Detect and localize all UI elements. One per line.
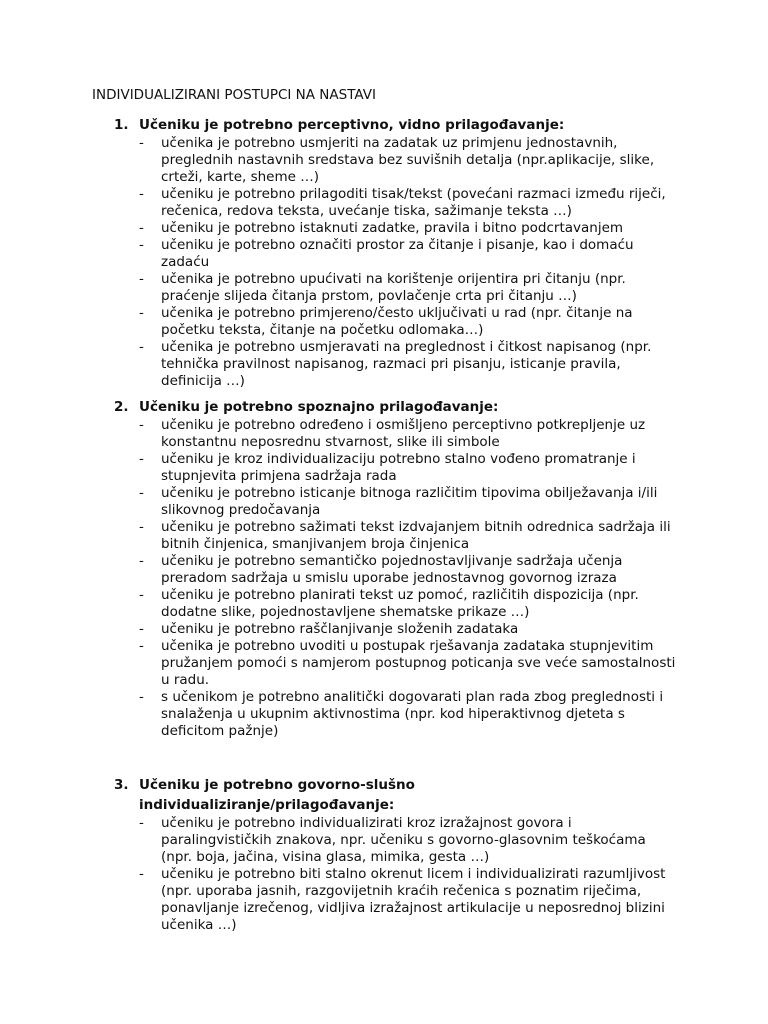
list-item: [0, 220, 681, 237]
item-list: [0, 135, 768, 390]
list-item-text: učeniku je potrebno prilagoditi tisak/tekst (povećani razmaci između riječi, rečenica, redova teksta, uvećanje tiska, sažimanje teksta …): [161, 186, 666, 219]
section-heading-text: Učeniku je potrebno perceptivno, vidno prilagođavanje:: [139, 117, 565, 133]
section-heading-text: Učeniku je potrebno govorno-slušno individualiziranje/prilagođavanje:: [139, 777, 415, 813]
bullet-dash: -: [139, 689, 144, 705]
section-2: [0, 397, 768, 740]
list-item: [0, 621, 681, 638]
list-item-text: učenika je potrebno uvoditi u postupak rješavanja zadataka stupnjevitim pružanjem pomoći s namjerom postupnog poticanja sve veće samostalnosti u radu.: [161, 638, 676, 688]
document-title: INDIVIDUALIZIRANI POSTUPCI NA NASTAVI: [92, 87, 376, 103]
bullet-dash: -: [139, 305, 144, 321]
list-item: [0, 553, 681, 587]
section-heading: [0, 775, 439, 815]
list-item: [0, 815, 681, 866]
list-item: [0, 587, 681, 621]
list-item: [0, 271, 681, 305]
section-heading: [0, 115, 679, 135]
bullet-dash: -: [139, 638, 144, 654]
list-item: [0, 186, 681, 220]
list-item-text: učeniku je potrebno individualizirati kroz izražajnost govora i paralingvističkih znakova, npr. učeniku s govorno-glasovnim teškoćama (npr. boja, jačina, visina glasa, mimika, gesta …): [161, 815, 646, 865]
bullet-dash: -: [139, 417, 144, 433]
list-item-text: učeniku je potrebno planirati tekst uz pomoć, različitih dispozicija (npr. dodatne slike, pojednostavljene shematske prikaze …): [161, 587, 639, 620]
list-item-text: učeniku je potrebno biti stalno okrenut licem i individualizirati razumljivost (npr. uporaba jasnih, razgovijetnih kraćih rečenica s poznatim riječima, ponavljanje izrečenog, vidljiva izražajnost artikulacije u neposrednoj blizini učenika …): [161, 866, 666, 933]
section-heading-text: Učeniku je potrebno spoznajno prilagođavanje:: [139, 399, 499, 415]
list-item: [0, 866, 681, 934]
list-item: [0, 305, 681, 339]
list-item-text: s učenikom je potrebno analitički dogovarati plan rada zbog preglednosti i snalaženja u ukupnim aktivnostima (npr. kod hiperaktivnog djeteta s deficitom pažnje): [161, 689, 664, 739]
list-item-text: učeniku je potrebno određeno i osmišljeno perceptivno potkrepljenje uz konstantnu neposrednu stvarnost, slike ili simbole: [161, 417, 646, 450]
bullet-dash: -: [139, 519, 144, 535]
item-list: [0, 417, 768, 740]
list-item: [0, 519, 681, 553]
bullet-dash: -: [139, 237, 144, 253]
list-item: [0, 237, 681, 271]
list-item-text: učenika je potrebno primjereno/često uključivati u rad (npr. čitanje na početku teksta, čitanje na početku odlomaka…): [161, 305, 633, 338]
section-3: [0, 775, 768, 934]
list-item-text: učeniku je potrebno raščlanjivanje složenih zadataka: [161, 621, 519, 637]
bullet-dash: -: [139, 587, 144, 603]
list-item: [0, 417, 681, 451]
bullet-dash: -: [139, 220, 144, 236]
bullet-dash: -: [139, 271, 144, 287]
list-item-text: učenika je potrebno upućivati na korištenje orijentira pri čitanju (npr. praćenje slijeda čitanja prstom, povlačenje crta pri čitanju …): [161, 271, 626, 304]
list-item: [0, 638, 681, 689]
list-item: [0, 135, 681, 186]
list-item-text: učenika je potrebno usmjeriti na zadatak uz primjenu jednostavnih, preglednih nastavnih sredstava bez suvišnih detalja (npr.aplikacije, slike, crteži, karte, sheme …): [161, 135, 655, 185]
list-item-text: učeniku je potrebno označiti prostor za čitanje i pisanje, kao i domaću zadaću: [161, 237, 634, 270]
bullet-dash: -: [139, 451, 144, 467]
item-list: [0, 815, 768, 934]
list-item: [0, 485, 681, 519]
section-1: [0, 115, 768, 390]
list-item-text: učeniku je potrebno istaknuti zadatke, pravila i bitno podcrtavanjem: [161, 220, 624, 236]
section-number: 2.: [114, 399, 129, 415]
bullet-dash: -: [139, 186, 144, 202]
bullet-dash: -: [139, 866, 144, 882]
bullet-dash: -: [139, 621, 144, 637]
list-item-text: učenika je potrebno usmjeravati na preglednost i čitkost napisanog (npr. tehnička pravilnost napisanog, razmaci pri pisanju, isticanje pravila, definicija …): [161, 339, 652, 389]
section-number: 3.: [114, 777, 129, 793]
list-item: [0, 689, 681, 740]
bullet-dash: -: [139, 485, 144, 501]
section-heading: [0, 397, 679, 417]
list-item-text: učeniku je potrebno isticanje bitnoga različitim tipovima obilježavanja i/ili slikovnog predočavanja: [161, 485, 658, 518]
list-item-text: učeniku je kroz individualizaciju potrebno stalno vođeno promatranje i stupnjevita primjena sadržaja rada: [161, 451, 636, 484]
list-item-text: učeniku je potrebno sažimati tekst izdvajanjem bitnih odrednica sadržaja ili bitnih činjenica, smanjivanjem broja činjenica: [161, 519, 671, 552]
list-item: [0, 339, 681, 390]
bullet-dash: -: [139, 135, 144, 151]
list-item-text: učeniku je potrebno semantičko pojednostavljivanje sadržaja učenja preradom sadržaja u smislu uporabe jednostavnog govornog izraza: [161, 553, 623, 586]
bullet-dash: -: [139, 339, 144, 355]
list-item: [0, 451, 681, 485]
bullet-dash: -: [139, 815, 144, 831]
section-number: 1.: [114, 117, 129, 133]
bullet-dash: -: [139, 553, 144, 569]
